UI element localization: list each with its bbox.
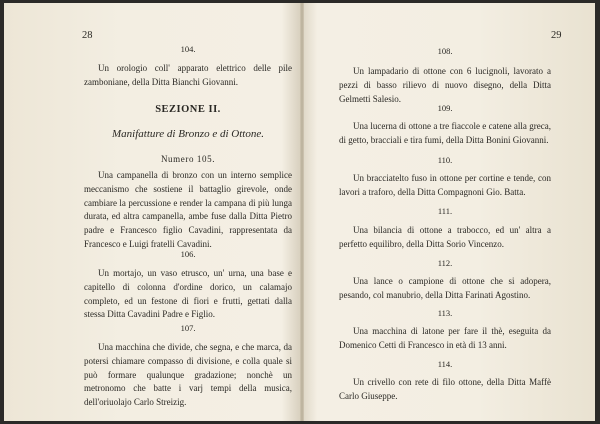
section-title: SEZIONE II. <box>155 104 221 115</box>
section-subtitle: Manifatture di Bronzo e di Ottone. <box>112 128 264 140</box>
entry-number: 113. <box>437 308 453 318</box>
page-number: 28 <box>82 30 93 41</box>
entry-number-label: Numero 105. <box>160 154 216 164</box>
entry-number: 104. <box>180 44 196 54</box>
entry-number: 112. <box>437 258 453 268</box>
entry-text: Una lance o campione di ottone che si adopera, pesando, col manubrio, della Ditta Farinati Agostino. <box>339 276 551 300</box>
entry-text: Un orologio coll' apparato elettrico delle pile zamboniane, della Ditta Bianchi Giovanni. <box>84 63 292 87</box>
entry-number: 106. <box>180 249 196 259</box>
right-page <box>303 3 595 421</box>
left-page <box>4 3 300 421</box>
entry-number: 108. <box>437 46 453 56</box>
entry-text: Una campanella di bronzo con un interno semplice meccanismo che sostiene il battaglio girevole, onde cambiare la percussione e render la campana di più lunga durata, ed altra campanella, ambe fuse dalla Ditta Pietro padre e Francesco figlio Cavadini, rappresentata da Francesco e Luigi fratelli Cavadini. <box>84 170 292 249</box>
entry-text: Un bracciatelto fuso in ottone per cortine e tende, con lavori a traforo, della Ditta Compagnoni Gio. Batta. <box>339 173 551 197</box>
entry-number: 107. <box>180 323 196 333</box>
entry-text: Una macchina di latone per fare il thè, eseguita da Domenico Cetti di Francesco in età di 13 anni. <box>339 326 551 350</box>
entry-text: Un crivello con rete di filo ottone, della Ditta Maffè Carlo Giuseppe. <box>339 377 551 401</box>
entry-number: 111. <box>437 206 453 216</box>
entry-text: Un lampadario di ottone con 6 lucignoli, lavorato a pezzi di basso rilievo di nuovo disegno, della Ditta Gelmetti Salesio. <box>339 66 551 104</box>
page-number: 29 <box>551 30 562 41</box>
entry-number: 114. <box>437 359 453 369</box>
book-spread <box>4 3 595 421</box>
entry-number: 109. <box>437 103 453 113</box>
entry-number: 110. <box>437 155 453 165</box>
entry-text: Un mortajo, un vaso etrusco, un' urna, una base e capitello di colonna d'ordine dorico, un calamajo completo, ed un festone di fiori e frutti, gettati dalla stessa Ditta Cavadini Padre e Figlio. <box>84 268 292 320</box>
entry-text: Una macchina che divide, che segna, e che marca, da potersi chiamare compasso di divisione, e colla quale si può formare qualunque gradazione; nonchè un metronomo che batte i varj tempi della musica, dell'oriuolajo Carlo Streizig. <box>84 342 292 408</box>
entry-text: Una lucerna di ottone a tre fiaccole e catene alla greca, di getto, bracciali e tira fumi, della Ditta Bonini Giovanni. <box>339 121 551 145</box>
entry-text: Una bilancia di ottone a trabocco, ed un' altra a perfetto equilibro, della Ditta Sorio Vincenzo. <box>339 225 551 249</box>
